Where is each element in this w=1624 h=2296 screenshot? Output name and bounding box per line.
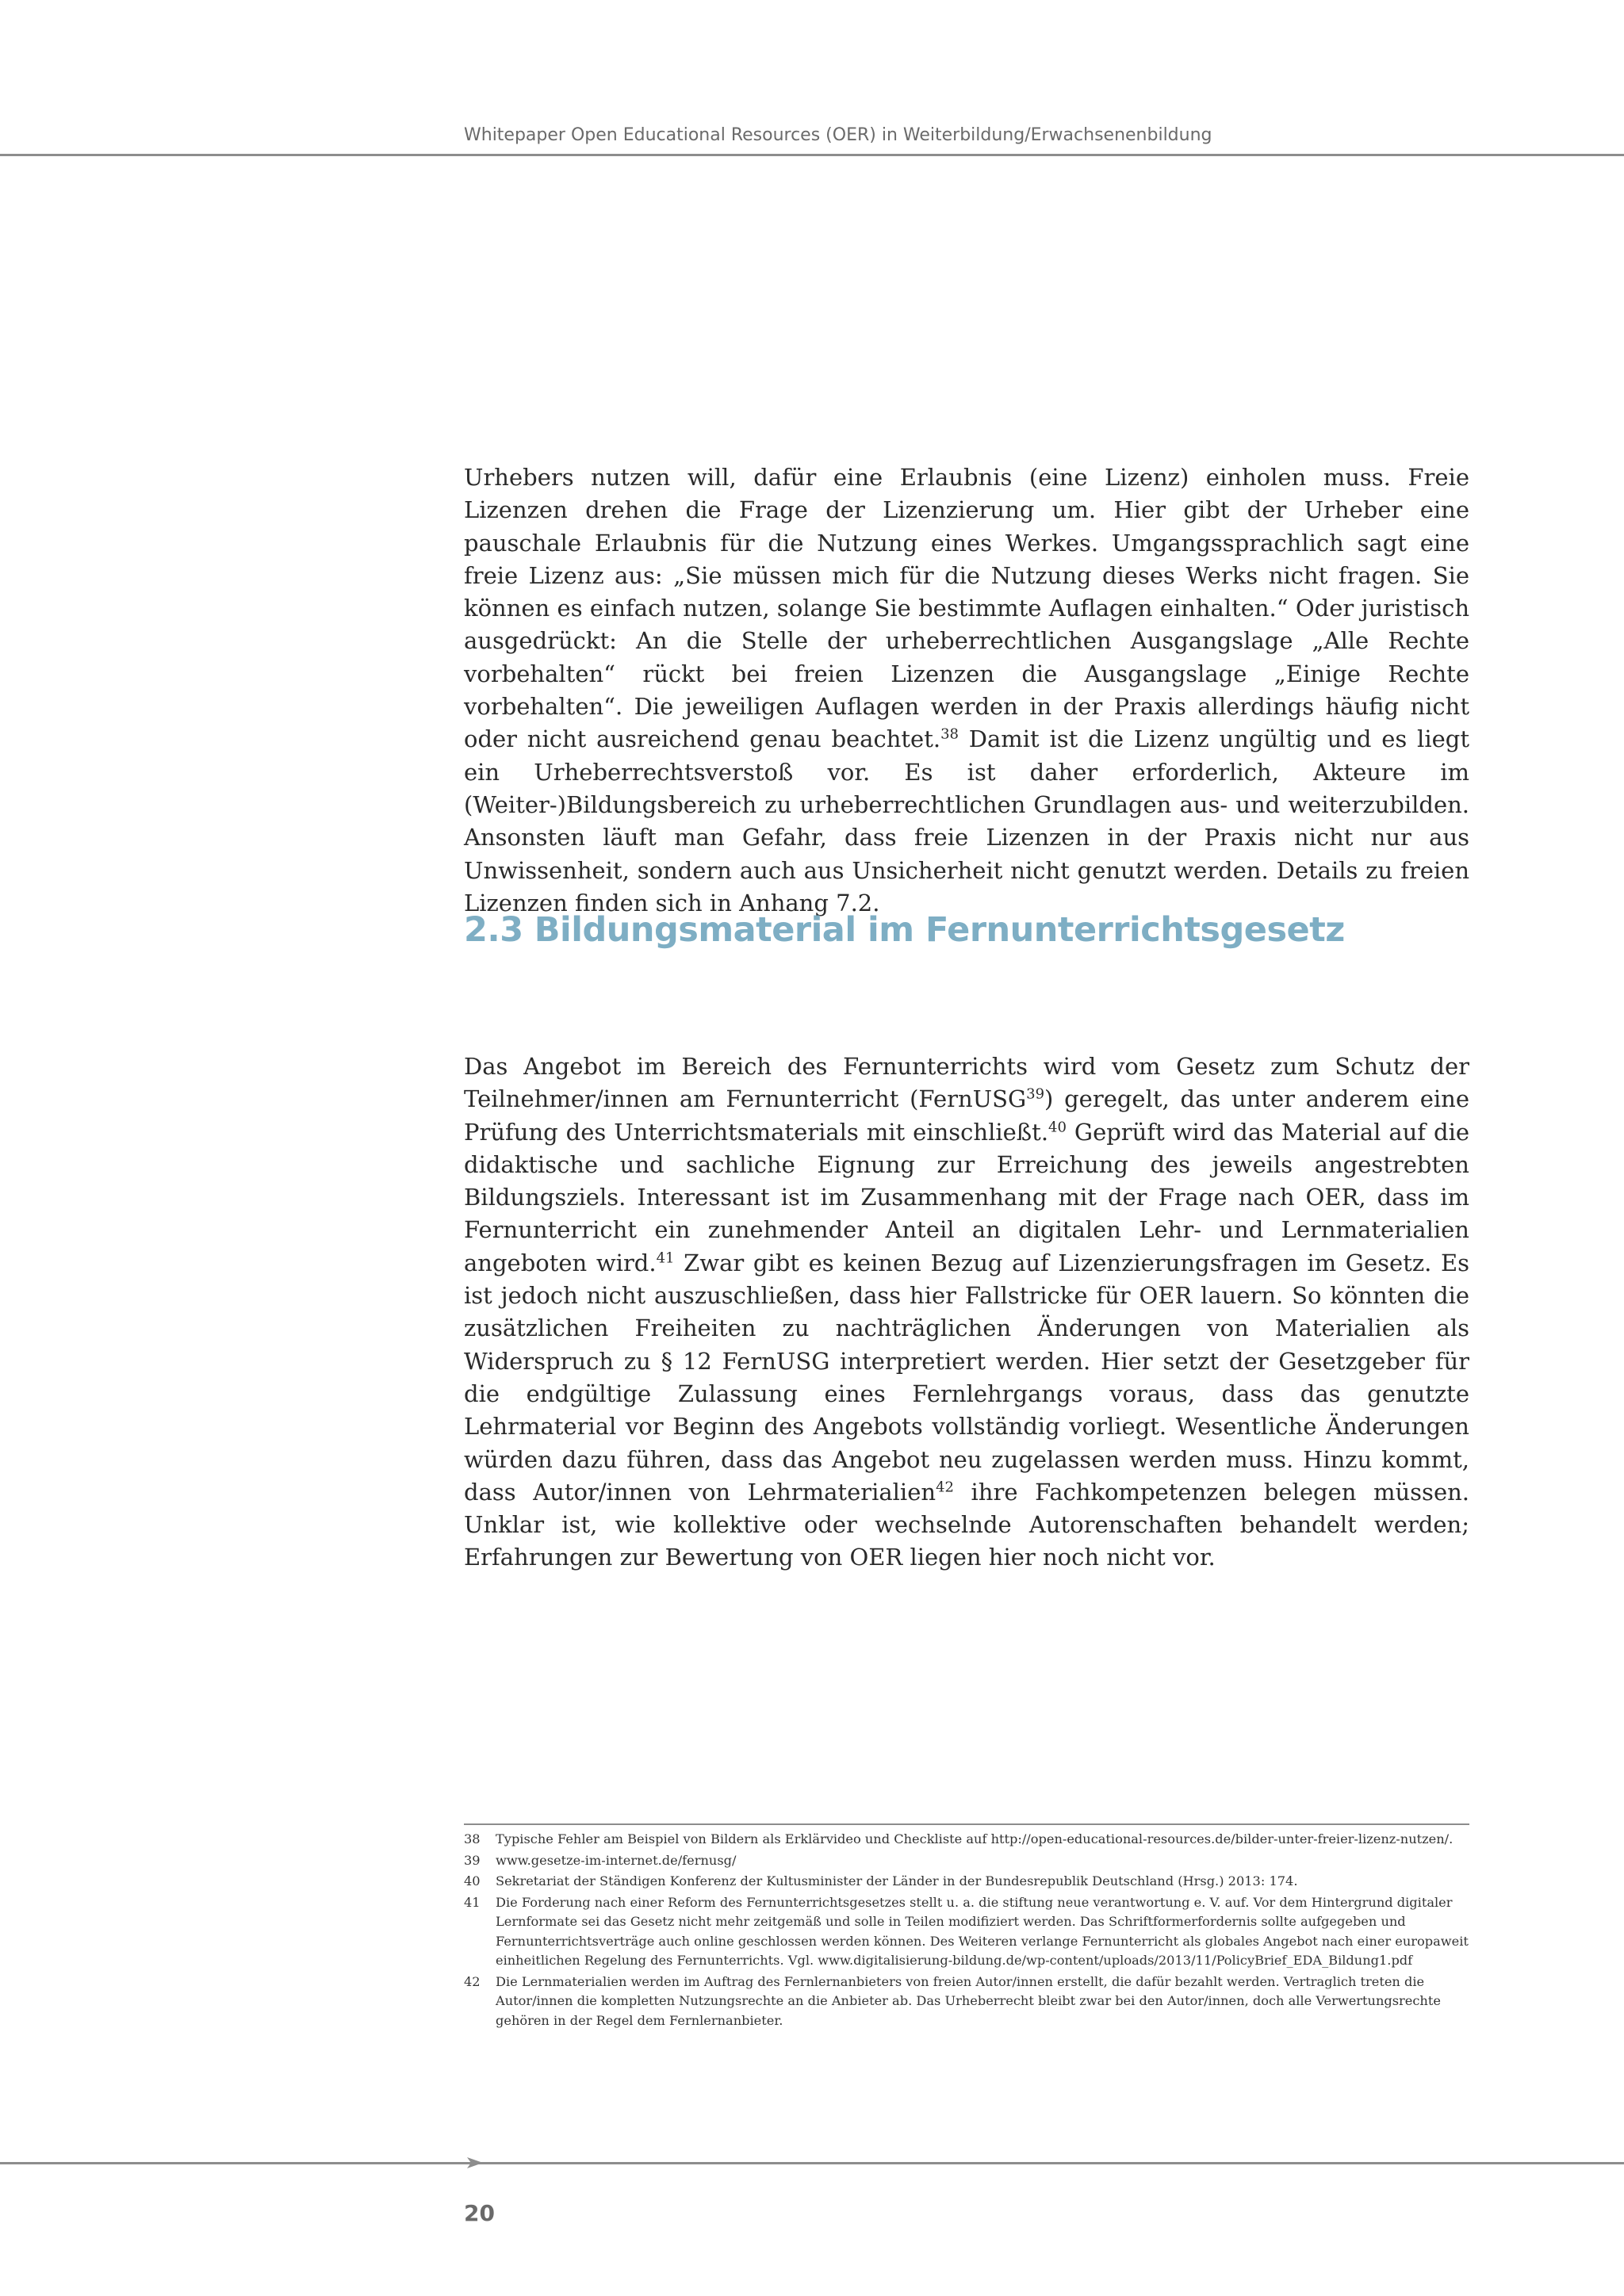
footnote-number: 41 <box>464 1894 481 1910</box>
footnote-text: Sekretariat der Ständigen Konferenz der Kultusminister der Länder in der Bundesrepublik Deutschland (Hrsg.) 2013: 174. <box>496 1873 1298 1888</box>
paragraph-text: Urhebers nutzen will, dafür eine Erlaubnis (eine Lizenz) einholen muss. Freie Lizenzen drehen die Frage der Lizenzierung um. Hier gibt der Urheber eine pauschale Erlaubnis für die Nutzung eines Werkes. Umgangssprachlich sagt eine freie Lizenz aus: „Sie müssen mich für die Nutzung dieses Werks nicht fragen. Sie können es einfach nutzen, solange Sie bestimmte Auflagen einhalten.“ Oder juristisch ausgedrückt: An die Stelle der urheberrechtlichen Ausgangslage „Alle Rechte vorbehalten“ rückt bei freien Lizenzen die Ausgangslage „Einige Rechte vorbehalten“. Die jeweiligen Auflagen werden in der Praxis allerdings häufig nicht oder nicht ausreichend genau beachtet. <box>464 464 1469 753</box>
footnote-text: Die Lernmaterialien werden im Auftrag des Fernlernanbieters von freien Autor/innen erstellt, die dafür bezahlt werden. Vertraglich treten die Autor/innen die kompletten Nutzungsrechte an die Anbieter ab. Das Urheberrecht bleibt zwar bei den Autor/innen, doch alle Verwertungsrechte gehören in der Regel dem Fernlernanbieter. <box>496 1973 1441 2028</box>
footnote-number: 39 <box>464 1852 481 1868</box>
footnote-item <box>464 1893 1469 1971</box>
header-rule <box>0 154 1624 156</box>
footnote-text: www.gesetze-im-internet.de/fernusg/ <box>496 1852 737 1868</box>
footnote-ref-38[interactable]: 38 <box>940 725 959 743</box>
footer-rule <box>0 2162 1624 2164</box>
section-heading <box>464 910 1345 950</box>
paragraph-text: ) geregelt, das unter anderem eine Prüfung des Unterrichtsmaterials mit einschließt. <box>464 1085 1469 1146</box>
paragraph-text: Damit ist die Lizenz ungültig und es liegt ein Urheberrechtsverstoß vor. Es ist daher erforderlich, Akteure im (Weiter-)Bildungsbereich zu urheberrechtlichen Grundlagen aus- und weiterzubilden. Ansonsten läuft man Gefahr, dass freie Lizenzen in der Praxis nicht nur aus Unwissenheit, sondern auch aus Unsicherheit nicht genutzt werden. Details zu freien Lizenzen finden sich in Anhang 7.2. <box>464 725 1469 916</box>
footnote-item <box>464 1830 1469 1850</box>
footnote-separator <box>464 1823 1469 1825</box>
page-number: 20 <box>464 2200 495 2226</box>
footnote-number: 38 <box>464 1831 481 1846</box>
footnote-ref-41[interactable]: 41 <box>656 1249 675 1267</box>
footnotes-list <box>464 1830 1469 2032</box>
section-number: 2.3 <box>464 910 523 950</box>
footnote-number: 42 <box>464 1973 481 1989</box>
paragraph-text: Das Angebot im Bereich des Fernunterrichts wird vom Gesetz zum Schutz der Teilnehmer/innen am Fernunterricht (FernUSG <box>464 1053 1469 1113</box>
paragraph-text: Zwar gibt es keinen Bezug auf Lizenzierungsfragen im Gesetz. Es ist jedoch nicht auszuschließen, dass hier Fallstricke für OER lauern. So könnten die zusätzlichen Freiheiten zu nachträglichen Änderungen von Materialien als Widerspruch zu § 12 FernUSG interpretiert werden. Hier setzt der Gesetzgeber für die endgültige Zulassung eines Fernlehrgangs voraus, dass das genutzte Lehrmaterial vor Beginn des Angebots vollständig vorliegt. Wesentliche Änderungen würden dazu führen, dass das Angebot neu zugelassen werden muss. Hinzu kommt, dass Autor/innen von Lehrmaterialien <box>464 1249 1470 1506</box>
body-paragraph-2 <box>464 1050 1469 1575</box>
footnote-ref-39[interactable]: 39 <box>1026 1085 1045 1103</box>
body-paragraph-1 <box>464 461 1469 920</box>
footnote-item <box>464 1872 1469 1892</box>
footnote-item <box>464 1973 1469 2031</box>
footnote-item <box>464 1851 1469 1871</box>
footnote-text: Die Forderung nach einer Reform des Fernunterrichtsgesetzes stellt u. a. die stiftung neue verantwortung e. V. auf. Vor dem Hintergrund digitaler Lernformate sei das Gesetz nicht mehr zeitgemäß und solle in Teilen modifiziert werden. Das Schriftformerfordernis sollte aufgegeben und Fernunterrichtsverträge auch online geschlossen werden können. Des Weiteren verlange Fernunterricht als globales Angebot nach einer europaweit einheitlichen Regelung des Fernunterrichts. Vgl. www.digitalisierung-bildung.de/wp-content/uploads/2013/11/PolicyBrief_EDA_Bildung1.pdf <box>496 1894 1469 1968</box>
paragraph-text: Geprüft wird das Material auf die didaktische und sachliche Eignung zur Erreichung des jeweils angestrebten Bildungsziels. Interessant ist im Zusammenhang mit der Frage nach OER, dass im Fernunterricht ein zunehmender Anteil an digitalen Lehr- und Lernmaterialien angeboten wird. <box>464 1118 1470 1276</box>
footnote-number: 40 <box>464 1873 481 1888</box>
running-header: Whitepaper Open Educational Resources (OER) in Weiterbildung/Erwachsenenbildung <box>464 125 1212 145</box>
paragraph-text: ihre Fachkompetenzen belegen müssen. Unklar ist, wie kollektive oder wechselnde Autorenschaften behandelt werden; Erfahrungen zur Bewertung von OER liegen hier noch nicht vor. <box>464 1478 1469 1571</box>
footnote-ref-42[interactable]: 42 <box>936 1479 954 1496</box>
section-title: Bildungsmaterial im Fernunterrichtsgesetz <box>534 910 1345 950</box>
arrow-right-icon <box>465 2153 485 2172</box>
footnote-text: Typische Fehler am Beispiel von Bildern als Erklärvideo und Checkliste auf http://open-educational-resources.de/bilder-unter-freier-lizenz-nutzen/. <box>496 1831 1454 1846</box>
footnote-ref-40[interactable]: 40 <box>1048 1118 1067 1135</box>
